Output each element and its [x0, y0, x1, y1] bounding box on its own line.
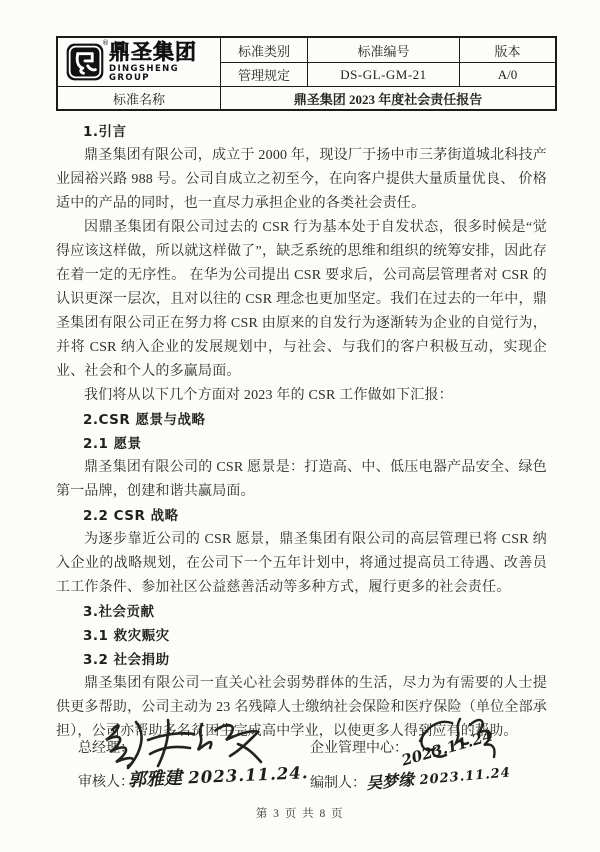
logo-text	[109, 42, 220, 82]
compiler-label: 编制人：	[310, 776, 366, 791]
document-body	[56, 120, 547, 744]
paragraph-strategy: 为逐步靠近公司的 CSR 愿景，鼎圣集团有限公司的高层管理已将 CSR 纳入企业的战略规划，在公司下一个五年计划中，将通过提高员工待遇、改善员工工作条件、参加社区公益慈善活动等多种方式，履行更多的社会责任。	[56, 532, 547, 595]
standard-name-label: 标准名称	[58, 86, 220, 109]
registered-trademark: ®	[102, 39, 109, 47]
paragraph-report-lead-in: 我们将从以下几个方面对 2023 年的 CSR 工作做如下汇报：	[84, 388, 453, 403]
header-table	[56, 36, 557, 111]
company-logo	[58, 38, 220, 86]
dingsheng-logo-icon	[65, 39, 109, 82]
management-center-date: 2023.11.24	[399, 726, 495, 770]
section-heading-csr-vision-strategy: 2.CSR 愿景与战略	[83, 412, 206, 428]
section-heading-disaster-relief: 3.1 救灾赈灾	[83, 628, 170, 644]
compiler-date: 2023.11.24	[418, 765, 512, 789]
paragraph-vision: 鼎圣集团有限公司的 CSR 愿景是：打造高、中、低压电器产品安全、绿色第一品牌，创建和谐共赢局面。	[56, 460, 547, 499]
reviewer-label: 审核人：	[78, 775, 134, 790]
compiler-name: 吴梦缘	[365, 769, 415, 793]
version-value: A/0	[459, 62, 555, 86]
paragraph-csr-background: 因鼎圣集团有限公司过去的 CSR 行为基本处于自发状态，很多时候是“觉得应该这样做，所以就这样做了”，缺乏系统的思维和组织的统筹安排，因此存在着一定的无序性。 在华为公司提出 CSR 要求后，公司高层管理者对 CSR 的认识更深一层次，且对以往的 CSR 理念也更加坚定。我们在过去的一年中，鼎圣集团有限公司正在努力将 CSR 由原来的自发行为逐渐转为企业的自觉行为，并将 CSR 纳入企业的发展规划中，与社会、与我们的客户积极互动，实现企业、社会和个人的多赢局面。	[56, 220, 547, 379]
section-heading-vision: 2.1 愿景	[83, 436, 142, 452]
version-label: 版本	[459, 38, 555, 62]
compiler-signature	[365, 758, 511, 794]
standard-number-value: DS-GL-GM-21	[307, 62, 459, 86]
reviewer-name: 郭雅建	[127, 767, 183, 791]
standard-category-label: 标准类别	[220, 38, 307, 62]
section-heading-csr-strategy: 2.2 CSR 战略	[83, 508, 179, 524]
company-name-en: DINGSHENG GROUP	[109, 64, 180, 83]
management-center-label: 企业管理中心：	[310, 741, 408, 756]
section-heading-social-donation: 3.2 社会捐助	[83, 652, 170, 668]
company-name-cn: 鼎圣集团	[109, 40, 197, 64]
paragraph-donation: 鼎圣集团有限公司一直关心社会弱势群体的生活，尽力为有需要的人士提供更多帮助，公司主动为 23 名残障人士缴纳社会保险和医疗保险（单位全部承担），公司亦帮助多名贫困生完成高中学业，以使更多人得到应有的帮助。	[56, 676, 547, 739]
reviewer-date: 2023.11.24.	[187, 762, 309, 788]
standard-name-value: 鼎圣集团 2023 年度社会责任报告	[220, 86, 555, 109]
section-heading-introduction: 1.引言	[83, 124, 127, 140]
page-number: 第 3 页 共 8 页	[255, 808, 345, 820]
standard-number-label: 标准编号	[307, 38, 459, 62]
paragraph-company-intro: 鼎圣集团有限公司，成立于 2000 年，现设厂于扬中市三茅街道城北科技产业园裕兴路 988 号。公司自成立之初至今，在向客户提供大量质量优良、 价格适中的产品的同时，也一直尽力承担企业的各类社会责任。	[56, 148, 547, 211]
general-manager-label: 总经理：	[78, 741, 134, 756]
standard-category-value: 管理规定	[220, 62, 307, 86]
section-heading-social-contribution: 3.社会贡献	[83, 604, 155, 620]
